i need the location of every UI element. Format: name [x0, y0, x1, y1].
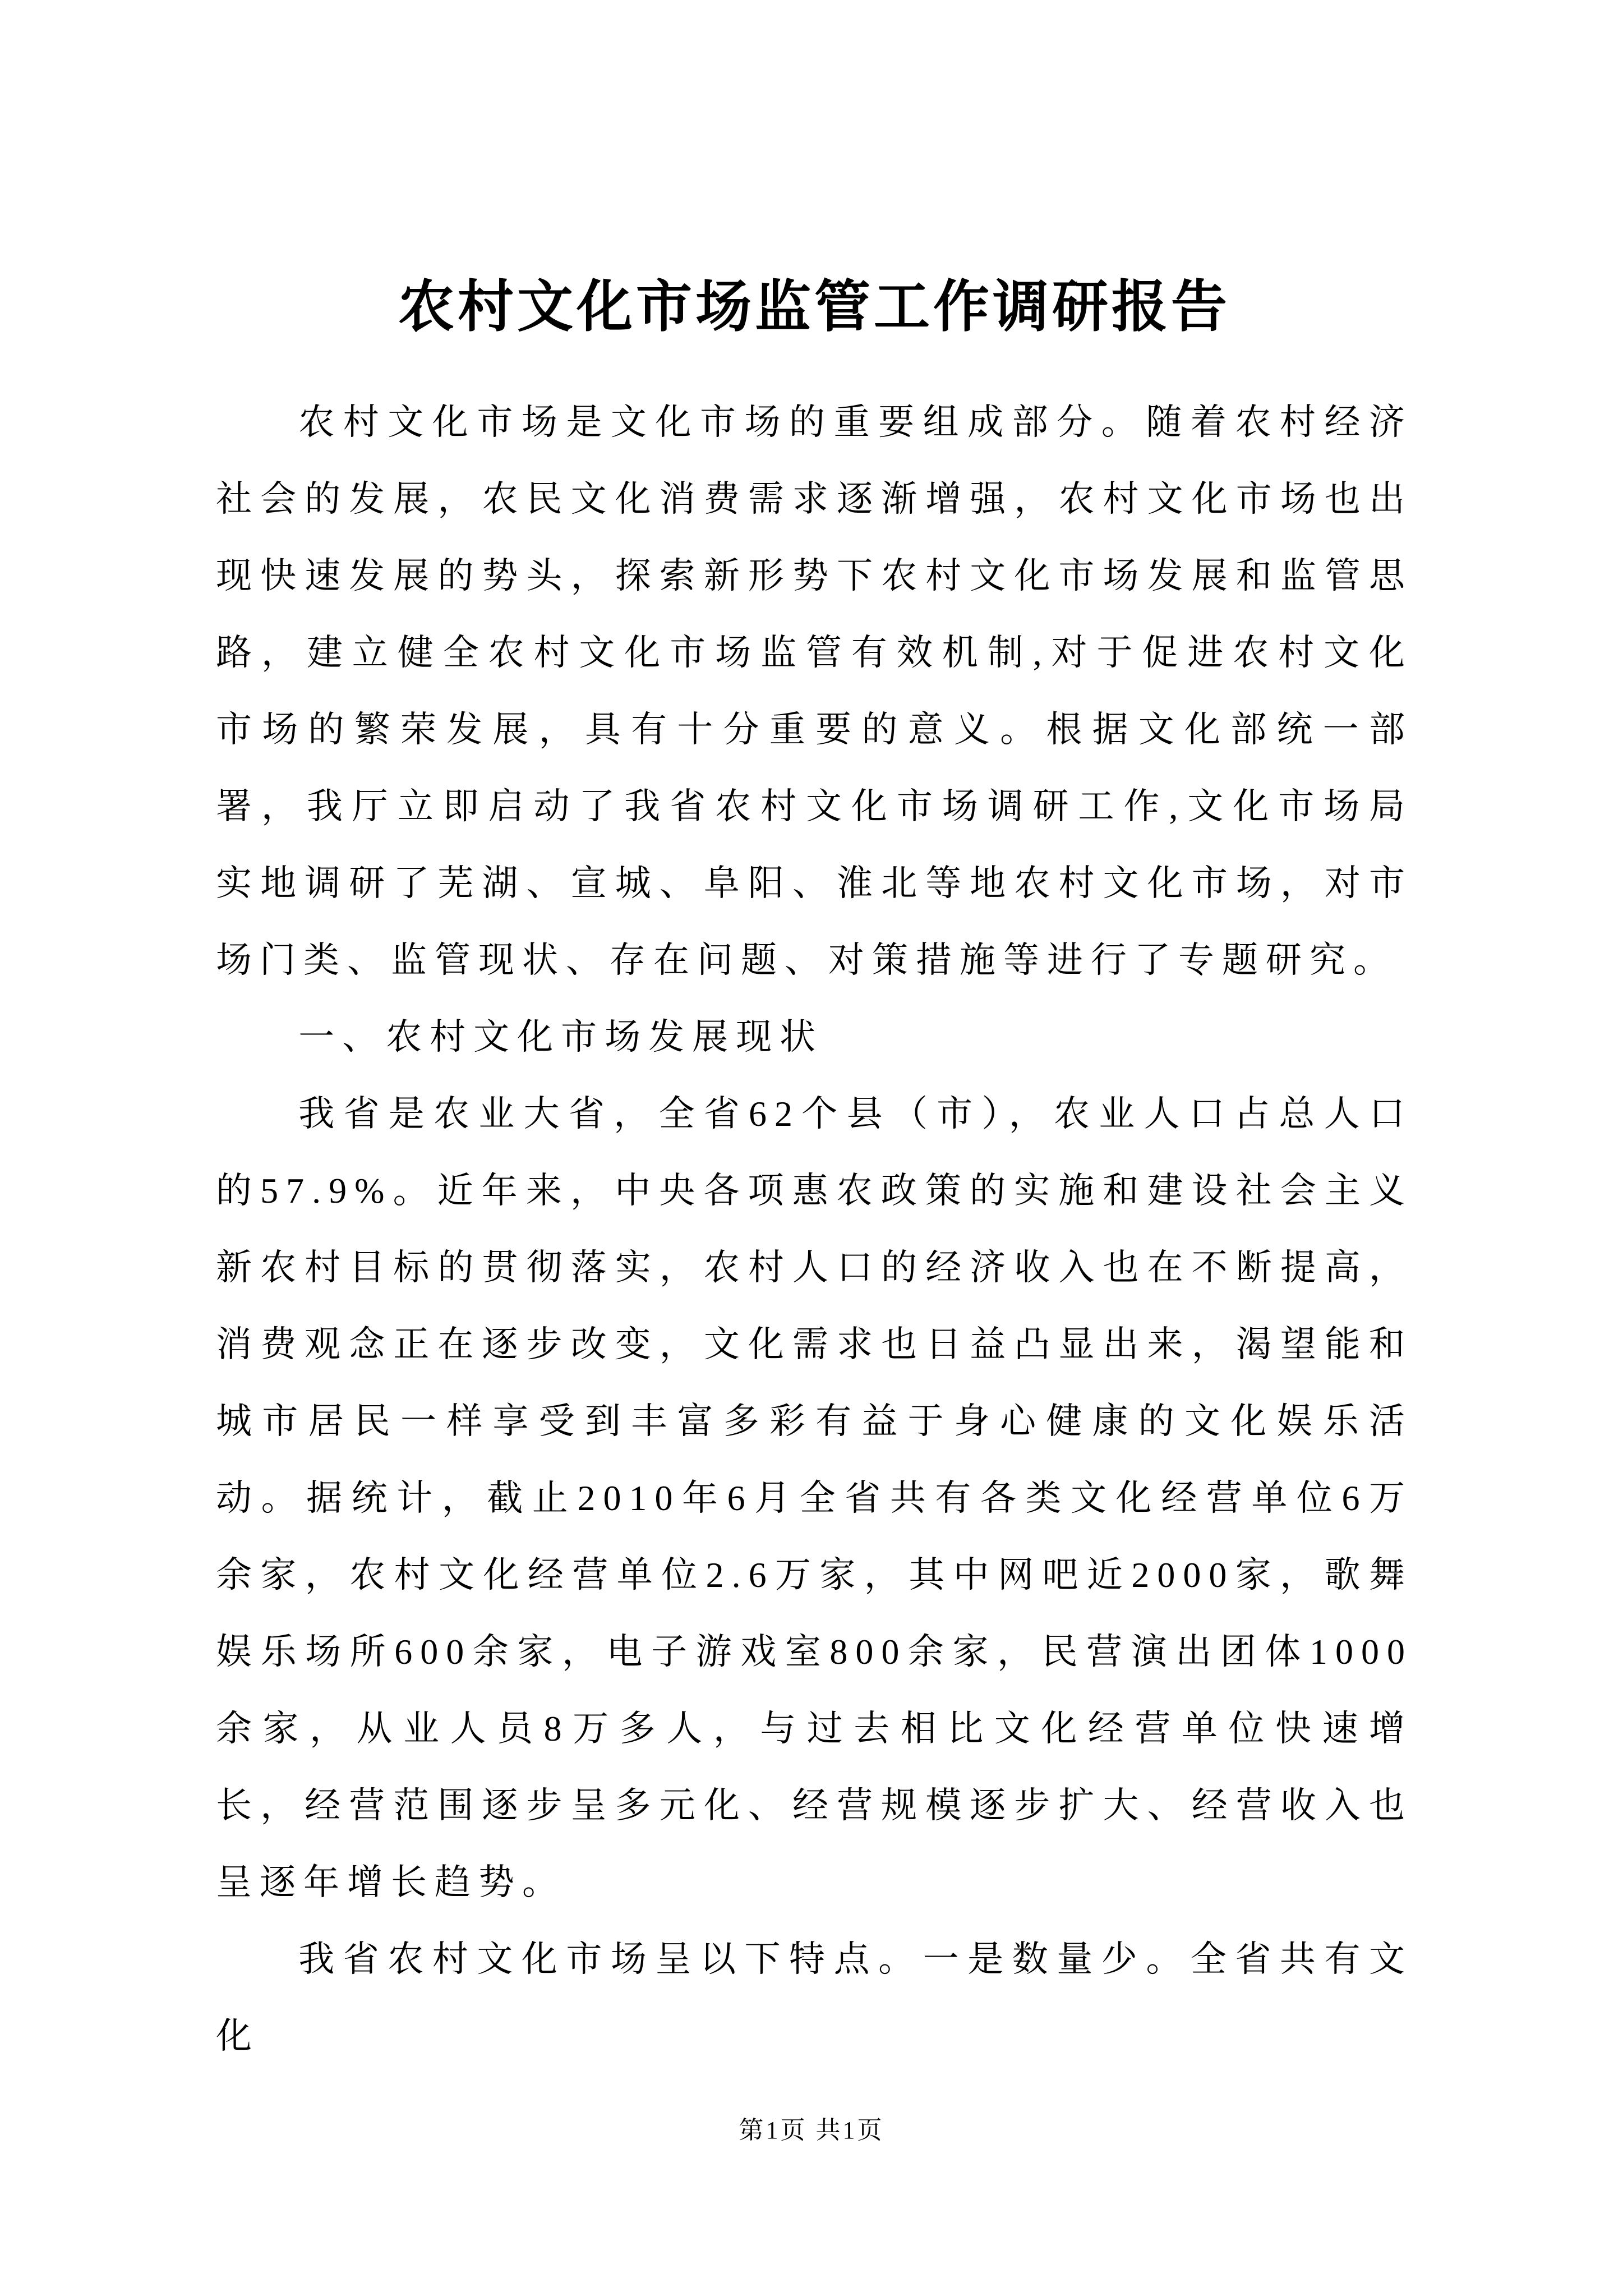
- section-heading-1: 一、农村文化市场发展现状: [298, 1017, 824, 1057]
- paragraph-characteristics: 我省农村文化市场呈以下特点。一是数量少。全省共有文化: [216, 1939, 1413, 2056]
- paragraph-statistics: 我省是农业大省，全省62个县（市），农业人口占总人口的57.9%。近年来，中央各项惠农政策的实施和建设社会主义新农村目标的贯彻落实，农村人口的经济收入也在不断提高，消费观念正在逐步改变，文化需求也日益凸显出来，渴望能和城市居民一样享受到丰富多彩有益于身心健康的文化娱乐活动。据统计，截止2010年6月全省共有各类文化经营单位6万余家，农村文化经营单位2.6万家，其中网吧近2000家，歌舞娱乐场所600余家，电子游戏室800余家，民营演出团体1000余家，从业人员8万多人，与过去相比文化经营单位快速增长，经营范围逐步呈多元化、经营规模逐步扩大、经营收入也呈逐年增长趋势。: [216, 1094, 1413, 1902]
- page-number-footer: 第1页 共1页: [739, 2116, 884, 2144]
- paragraph-intro: 农村文化市场是文化市场的重要组成部分。随着农村经济社会的发展，农民文化消费需求逐渐增强，农村文化市场也出现快速发展的势头，探索新形势下农村文化市场发展和监管思路，建立健全农村文化市场监管有效机制,对于促进农村文化市场的繁荣发展，具有十分重要的意义。根据文化部统一部署，我厅立即启动了我省农村文化市场调研工作,文化市场局实地调研了芜湖、宣城、阜阳、淮北等地农村文化市场，对市场门类、监管现状、存在问题、对策措施等进行了专题研究。: [216, 402, 1413, 980]
- document-body: [0, 347, 1623, 2074]
- document-title: 农村文化市场监管工作调研报告: [398, 276, 1230, 338]
